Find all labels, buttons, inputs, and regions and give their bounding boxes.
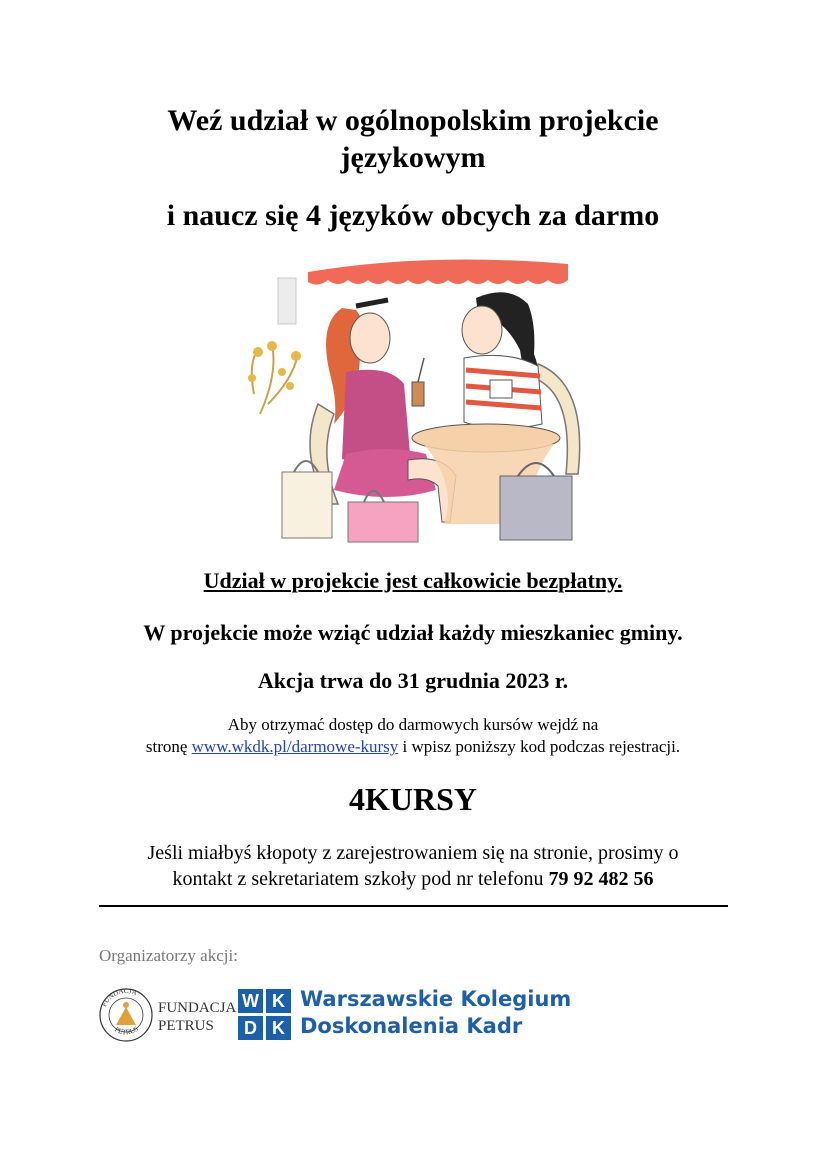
subheadline: i naucz się 4 języków obcych za darmo (166, 199, 660, 232)
instructions-suffix: i wpisz poniższy kod podczas rejestracji. (398, 737, 681, 756)
wkdk-name-2: Doskonalenia Kadr (300, 1014, 523, 1038)
instructions-line-2 (60, 736, 766, 758)
instructions-line-1: Aby otrzymać dostęp do darmowych kursów wejdź na (227, 715, 599, 734)
headline: Weź udział w ogólnopolskim projekcie językowym (167, 104, 659, 174)
wkdk-letter-d: D (238, 1016, 263, 1040)
free-participation-notice: Udział w projekcie jest całkowicie bezpłatny. (203, 568, 623, 593)
divider (99, 905, 728, 907)
fundacja-petrus-logo (98, 985, 238, 1043)
contact-text: kontakt z sekretariatem szkoły pod nr telefonu (172, 868, 549, 890)
registration-code: 4KURSY (348, 781, 477, 817)
contact-line-1: Jeśli miałbyś kłopoty z zarejestrowaniem się na stronie, prosimy o (147, 842, 679, 864)
wkdk-letter-k2: K (266, 1016, 291, 1040)
petrus-ring-bottom: PETRUS (113, 1024, 140, 1037)
deadline-notice: Akcja trwa do 31 grudnia 2023 r. (257, 668, 569, 693)
courses-link[interactable]: www.wkdk.pl/darmowe-kursy (191, 737, 399, 756)
contact-line-2 (60, 866, 766, 892)
two-women-at-cafe-illustration (238, 254, 590, 546)
wkdk-letter-w: W (238, 989, 263, 1013)
petrus-name-2: PETRUS (158, 1018, 214, 1034)
wkdk-name-1: Warszawskie Kolegium (300, 987, 572, 1011)
petrus-name-1: FUNDACJA (158, 1000, 237, 1016)
wkdk-logo (238, 987, 572, 1043)
petrus-ring-top: FUNDACJA (99, 986, 139, 1008)
wkdk-letter-k: K (266, 989, 291, 1013)
eligibility-notice: W projekcie może wziąć udział każdy mieszkaniec gminy. (143, 620, 683, 645)
phone-number: 79 92 482 56 (548, 868, 654, 890)
instructions-prefix: stronę (145, 737, 192, 756)
organizers-label: Organizatorzy akcji: (99, 946, 238, 965)
